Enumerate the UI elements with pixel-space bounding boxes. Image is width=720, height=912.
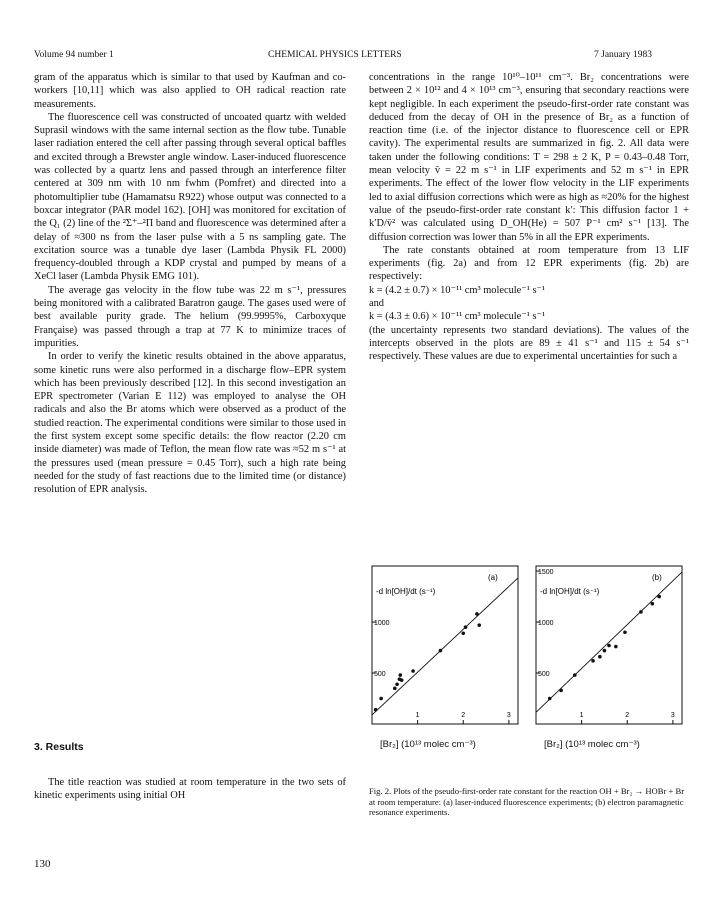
panel-label: (b)	[652, 573, 662, 582]
data-point	[439, 649, 443, 653]
x-tick-label: 1	[579, 712, 584, 719]
x-tick-label: 2	[625, 712, 630, 719]
running-head-date: 7 January 1983	[594, 50, 653, 60]
y-tick-label: 1500	[538, 569, 554, 577]
data-point	[598, 655, 602, 659]
paragraph: concentrations in the range 10¹⁰–10¹¹ cm⁻³. Br₂ concentrations were between 2 × 10¹² and 4 × 10¹³ cm⁻³, ensuring that secondary reactions were kept negligible. In each experiment the pseudo-first-order rate constant was deduced from the decay of OH in the presence of Br₂ as a function of reaction time (i.e. of the injector distance to fluorescence cell or EPR cavity). The experimental results are summarized in fig. 2. All data were taken under the following conditions: T = 298 ± 2 K, P = 0.43–0.48 Torr, mean velocity v̄ = 22 m s⁻¹ in LIF experiments and 52 m s⁻¹ in EPR experiments. The effect of the lower flow velocity in the LIF experiments led to axial diffusion corrections which were as high as ≈20% for the highest value of the pseudo-first-order rate constant k′: This diffusion factor 1 + k′D/v̄² was calculated using D_OH(He) = 507 P⁻¹ cm² s⁻¹ [13]. The diffusion correction was lower than 5% in all the EPR experiments.	[369, 72, 689, 243]
chart-a-xlabel: [Br₂] (10¹³ molec cm⁻³)	[380, 739, 476, 750]
paragraph: The title reaction was studied at room temperature in the two sets of kinetic experiments using initial OH	[34, 777, 346, 802]
data-point	[559, 689, 563, 693]
data-point	[464, 625, 468, 629]
x-tick-label: 3	[506, 712, 511, 719]
chart-b-xlabel: [Br₂] (10¹³ molec cm⁻³)	[544, 739, 640, 750]
running-head-volume: Volume 94 number 1	[34, 50, 114, 60]
y-tick-label: 500	[538, 671, 550, 679]
data-point	[639, 610, 643, 614]
y-tick-label: 500	[374, 671, 386, 679]
data-point	[379, 697, 383, 701]
equation-lif: k = (4.2 ± 0.7) × 10⁻¹¹ cm³ molecule⁻¹ s⁻¹	[369, 284, 546, 296]
paragraph: (the uncertainty represents two standard deviations). The values of the intercepts observed in the plots are 89 ± 41 s⁻¹ and 115 ± 54 s⁻¹ respectively. These values are due to experimental uncertainties for such a	[369, 324, 689, 363]
data-point	[400, 678, 404, 682]
paragraph: In order to verify the kinetic results obtained in the above apparatus, some kinetic runs were also performed in a discharge flow–EPR system which has been previously described [12]. In this second investigation an EPR spectrometer (Varian E 112) was employed to analyse the OH radicals and also the Br atoms which were observed as a product of the studied reaction. The experimental conditions were similar to those used in the first system except some specific details: the flow reactor (2.20 cm inside diameter) was made of Teflon, the mean flow rate was ≈52 m s⁻¹ at the pressures used (mean pressure = 0.45 Torr), such a high rate being needed for the study of fast reactions due to the limited time (or distance) resolution of EPR analysis.	[34, 351, 346, 496]
data-point	[374, 708, 378, 712]
x-tick-label: 3	[670, 712, 675, 719]
paragraph: The average gas velocity in the flow tube was 22 m s⁻¹, pressures being monitored with a calibrated Baratron gauge. The gases used were of best available purity grade. The helium (99.9995%, Carboxyque Française) was passed through a trap at 77 K to minimize traces of impurities.	[34, 284, 346, 349]
y-axis-label: -d ln[OH]/dt (s⁻¹)	[376, 587, 436, 596]
left-column-tail	[34, 776, 346, 803]
data-point	[573, 673, 577, 677]
paragraph: gram of the apparatus which is similar to that used by Kaufman and co-workers [10,11] which was also applied to OH radical reaction rate measurements.	[34, 72, 346, 110]
data-point	[657, 595, 661, 599]
fit-line	[372, 578, 518, 715]
paragraph: The rate constants obtained at room temperature from 13 LIF experiments (fig. 2a) and from 12 EPR experiments (fig. 2b) are respectively:	[369, 244, 689, 283]
equation-epr: k = (4.3 ± 0.6) × 10⁻¹¹ cm³ molecule⁻¹ s⁻¹	[369, 311, 546, 323]
data-point	[614, 645, 618, 649]
data-point	[461, 631, 465, 635]
data-point	[398, 673, 402, 677]
y-axis-label: -d ln[OH]/dt (s⁻¹)	[540, 587, 600, 596]
chart-a-svg	[366, 560, 524, 735]
x-tick-label: 2	[461, 712, 466, 719]
y-tick-label: 1000	[538, 620, 554, 628]
y-tick-label: 1000	[374, 620, 390, 628]
panel-label: (a)	[488, 573, 498, 582]
data-point	[651, 602, 655, 606]
data-point	[548, 697, 552, 701]
right-column	[369, 71, 689, 364]
x-tick-label: 1	[415, 712, 420, 719]
data-point	[411, 669, 415, 673]
running-head-journal: CHEMICAL PHYSICS LETTERS	[268, 50, 402, 60]
data-point	[477, 623, 481, 627]
data-point	[395, 682, 399, 686]
and-text: and	[369, 298, 385, 310]
left-column	[34, 71, 346, 497]
chart-b-svg	[530, 560, 688, 735]
data-point	[603, 649, 607, 653]
chart-panel-a	[366, 560, 524, 735]
data-point	[475, 612, 479, 616]
paragraph: The fluorescence cell was constructed of uncoated quartz with welded Suprasil windows with the same internal section as the flow tube. Tunable laser radiation entered the cell after passing through several optical baffles and excited through a Brewster angle window. Laser-induced fluorescence was collected by a quartz lens and passed through an interference filter centered at 309 nm with 10 nm fwhm (Pomfret) and directed into a photomultiplier tube (Hamamatsu R922) whose output was connected to a boxcar integrator (PAR model 162). [OH] was monitored for excitation of the Q₁ (2) line of the ²Σ⁺–²Π band and fluorescence was determined after a delay of ≈300 ns from the laser pulse with a 5 ns sampling gate. The excitation source was a tunable dye laser (Lambda Physik FL 2000) frequency-doubled through a KDP crystal and pumped by means of a XeCl laser (Lambda Physik EMG 101).	[34, 111, 346, 283]
data-point	[623, 630, 627, 634]
chart-panel-b	[530, 560, 688, 735]
data-point	[607, 644, 611, 648]
data-point	[591, 659, 595, 663]
page-number: 130	[34, 858, 51, 870]
data-point	[393, 687, 397, 691]
figure-caption: Fig. 2. Plots of the pseudo-first-order rate constant for the reaction OH + Br₂ → HOBr + Br at room temperature: (a) laser-induced fluorescence experiments; (b) electron paramagnetic resonance experiments.	[369, 786, 685, 818]
section-heading: 3. Results	[34, 741, 84, 753]
